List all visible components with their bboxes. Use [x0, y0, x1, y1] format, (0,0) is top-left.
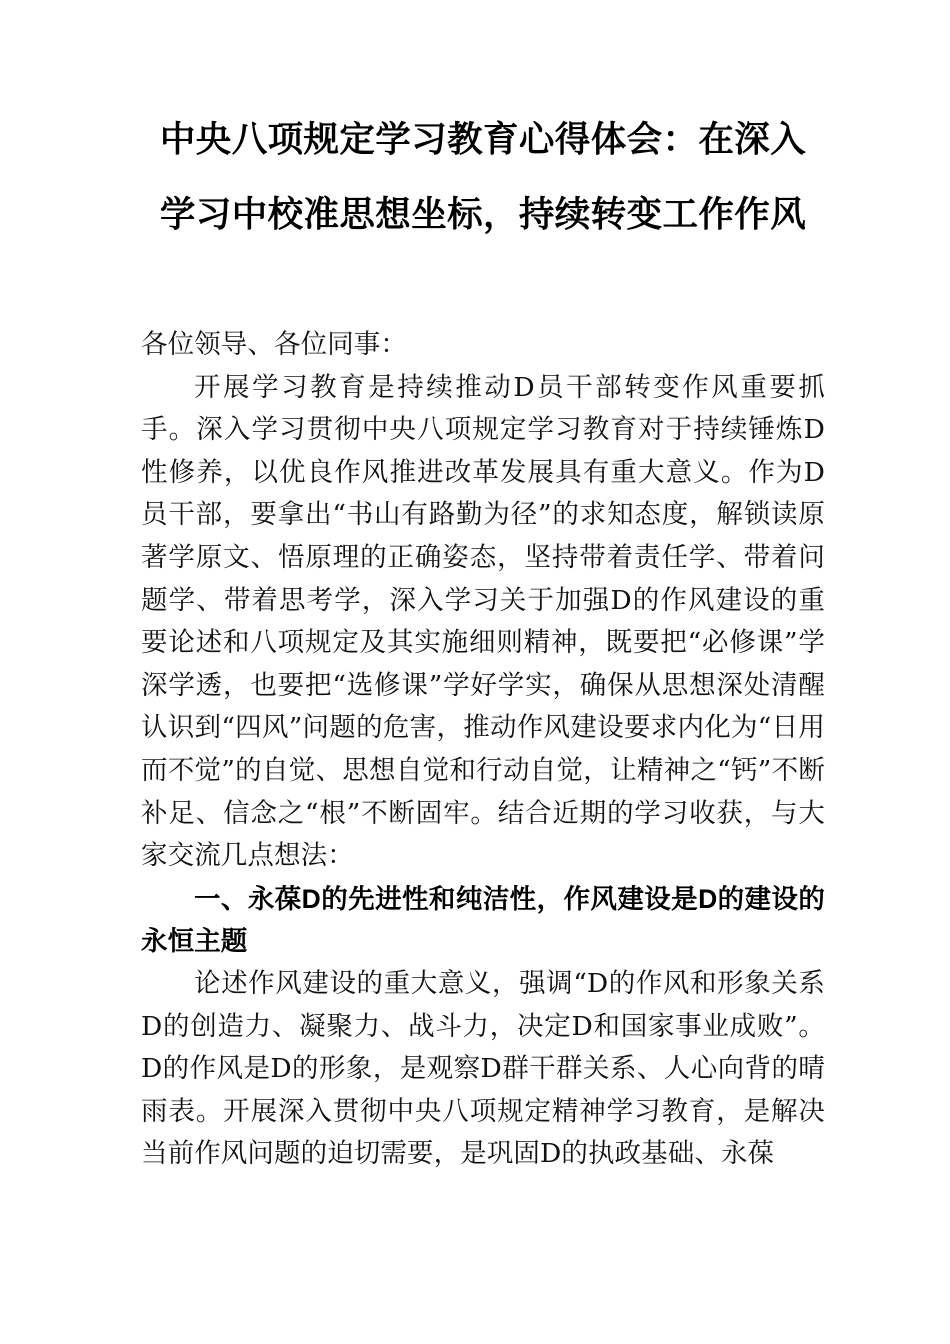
title-line-1: 中央八项规定学习教育心得体会：在深入: [159, 119, 807, 160]
page-content: [141, 0, 825, 1176]
title-line-2: 学习中校准思想坐标，持续转变工作作风: [159, 194, 807, 235]
document-body: [141, 324, 825, 1176]
salutation: 各位领导、各位同事：: [141, 329, 407, 360]
paragraph-opening: 开展学习教育是持续推动D员干部转变作风重要抓手。深入学习贯彻中央八项规定学习教育对于持续锤炼D性修养，以优良作风推进改革发展具有重大意义。作为D员干部，要拿出“书山有路勤为径”的求知态度，解锁读原著学原文、悟原理的正确姿态，坚持带着责任学、带着问题学、带着思考学，深入学习关于加强D的作风建设的重要论述和八项规定及其实施细则精神，既要把“必修课”学深学透，也要把“选修课”学好学实，确保从思想深处清醒认识到“四风”问题的危害，推动作风建设要求内化为“日用而不觉”的自觉、思想自觉和行动自觉，让精神之“钙”不断补足、信念之“根”不断固牢。结合近期的学习收获，与大家交流几点想法：: [141, 371, 825, 872]
page-title: [141, 0, 825, 252]
paragraph-section-one-body: 论述作风建设的重大意义，强调“D的作风和形象关系D的创造力、凝聚力、战斗力，决定D和国家事业成败”。D的作风是D的形象，是观察D群干群关系、人心向背的晴雨表。开展深入贯彻中央八项规定精神学习教育，是解决当前作风问题的迫切需要，是巩固D的执政基础、永葆: [141, 967, 825, 1170]
section-heading-one: 一、永葆D的先进性和纯洁性，作风建设是D的建设的永恒主题: [141, 883, 825, 957]
